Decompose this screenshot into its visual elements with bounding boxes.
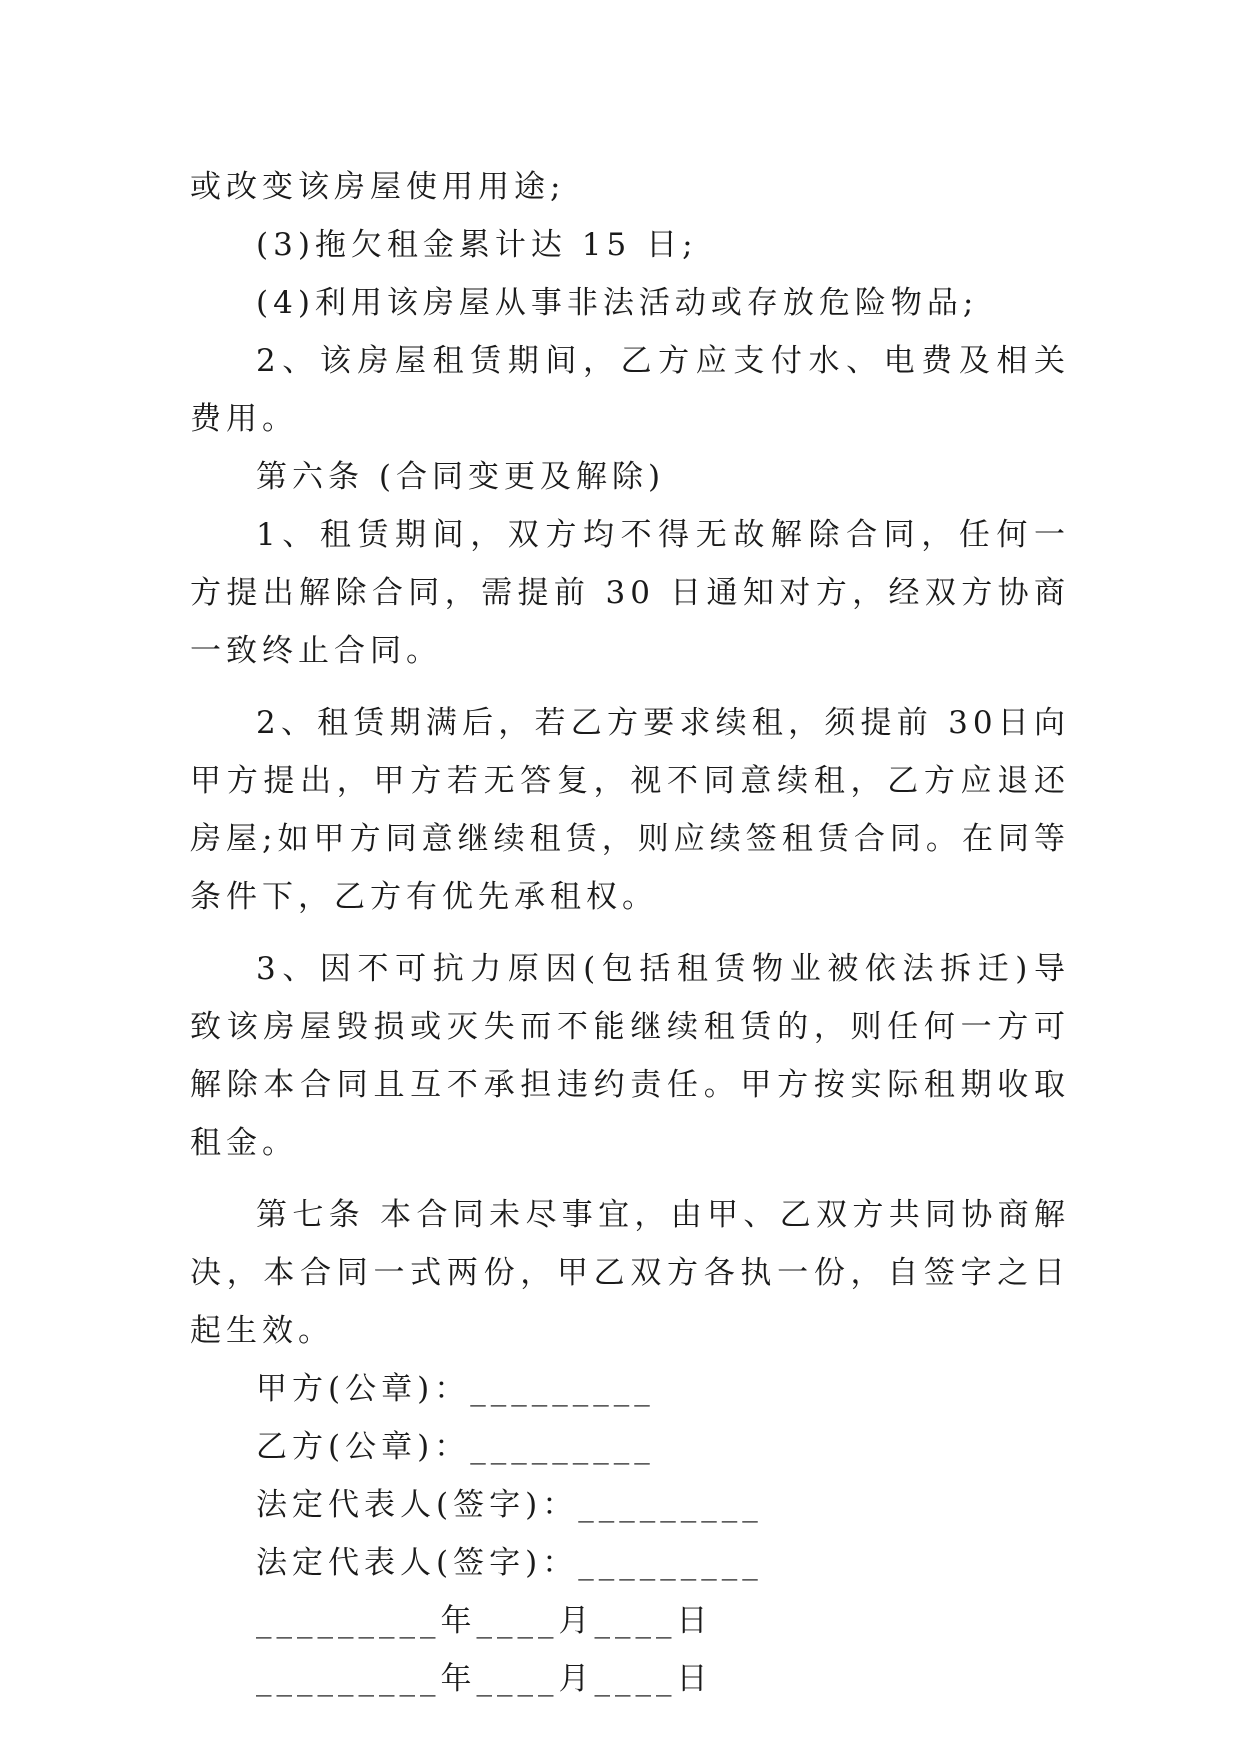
paragraph-rent-arrears: (3)拖欠租金累计达 15 日; <box>256 227 698 263</box>
paragraph-termination-notice: 1、租赁期间，双方均不得无故解除合同，任何一方提出解除合同，需提前 30 日通知对方，经双方协商一致终止合同。 <box>190 517 1070 669</box>
paragraph-illegal-activity: (4)利用该房屋从事非法活动或存放危险物品; <box>256 285 979 321</box>
paragraph-usage-change: 或改变该房屋使用用途; <box>190 169 566 205</box>
party-a-seal-line: 甲方(公章)：_________ <box>256 1371 655 1407</box>
legal-rep-signature-line-b: 法定代表人(签字)：_________ <box>256 1545 763 1581</box>
paragraph-utility-fees: 2、该房屋租赁期间，乙方应支付水、电费及相关费用。 <box>190 343 1070 437</box>
paragraph-force-majeure: 3、因不可抗力原因(包括租赁物业被依法拆迁)导致该房屋毁损或灭失而不能继续租赁的，则任何一方可解除本合同且互不承担违约责任。甲方按实际租期收取租金。 <box>190 951 1070 1161</box>
article-seven-paragraph: 第七条 本合同未尽事宜，由甲、乙双方共同协商解决，本合同一式两份，甲乙双方各执一份，自签字之日起生效。 <box>190 1197 1070 1349</box>
date-line-a: _________年____月____日 <box>256 1603 713 1639</box>
party-b-seal-line: 乙方(公章)：_________ <box>256 1429 655 1465</box>
date-line-b: _________年____月____日 <box>256 1661 713 1697</box>
document-body <box>190 158 1070 1708</box>
signature-block <box>190 1360 1070 1708</box>
paragraph-lease-renewal: 2、租赁期满后，若乙方要求续租，须提前 30日向甲方提出，甲方若无答复，视不同意续租，乙方应退还房屋;如甲方同意继续租赁，则应续签租赁合同。在同等条件下，乙方有优先承租权。 <box>190 705 1070 915</box>
legal-rep-signature-line-a: 法定代表人(签字)：_________ <box>256 1487 763 1523</box>
article-six-heading: 第六条 (合同变更及解除) <box>256 459 666 495</box>
